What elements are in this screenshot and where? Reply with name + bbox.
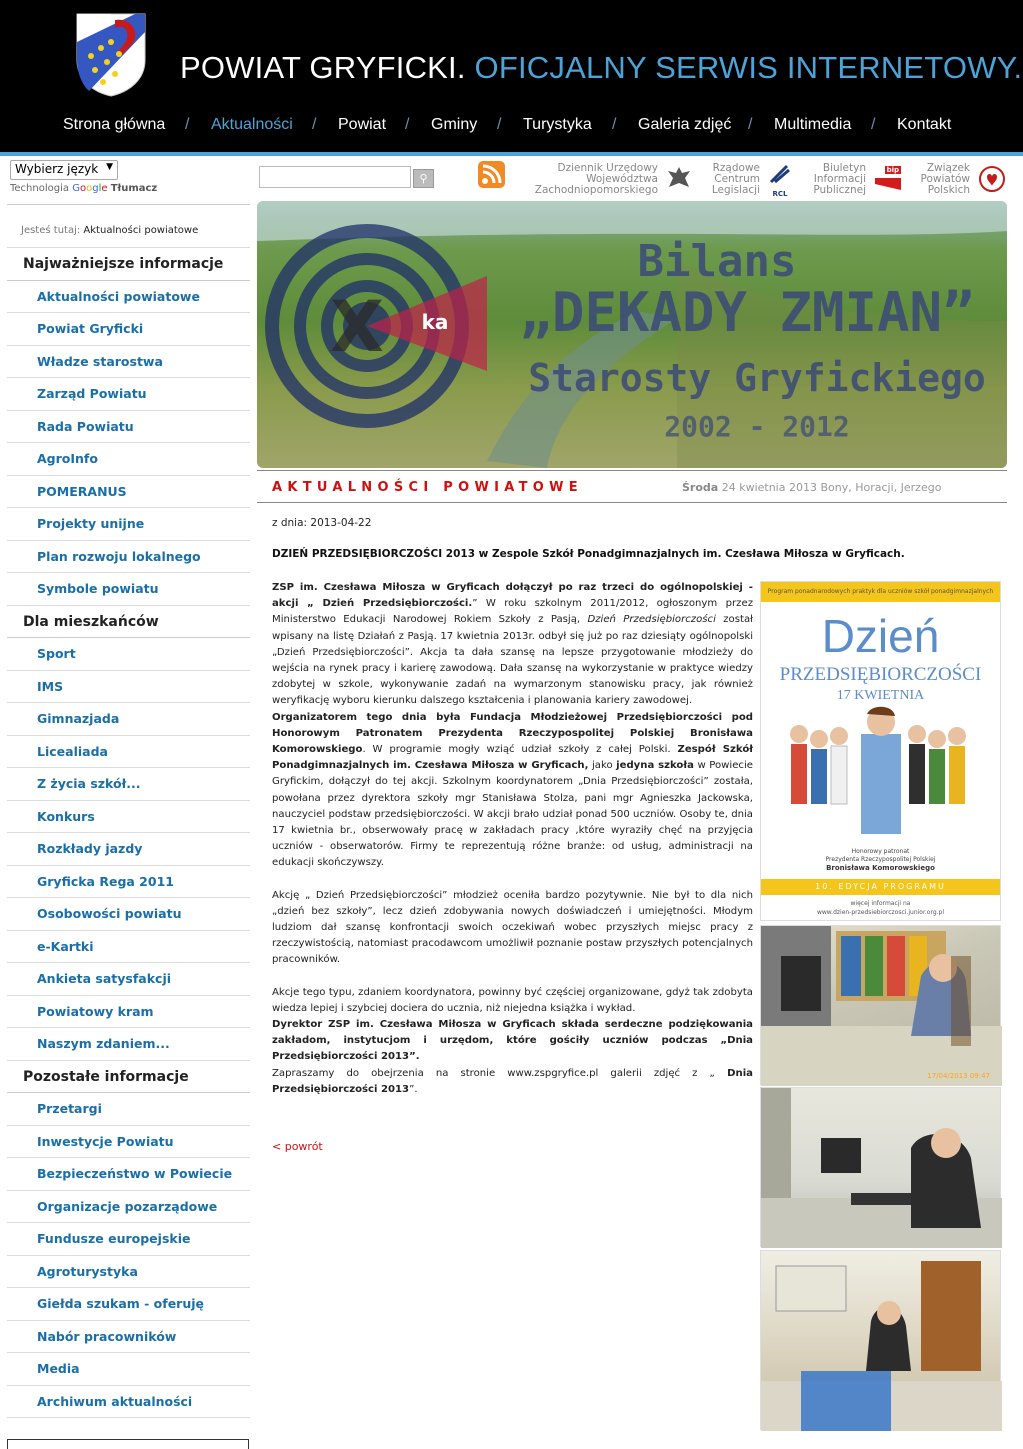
sidebar-item[interactable]: Rozkłady jazdy — [7, 833, 250, 866]
article-paragraph — [272, 1017, 753, 1066]
sidebar-item[interactable]: IMS — [7, 671, 250, 704]
office-photo-3[interactable] — [760, 1250, 1001, 1430]
sidebar-item[interactable]: Naszym zdaniem... — [7, 1028, 250, 1061]
nav-separator: / — [405, 116, 410, 133]
nav-separator: / — [185, 116, 190, 133]
search-button[interactable] — [413, 169, 434, 188]
poster-top-text: Program ponadnarodowych praktyk dla uczniów szkół ponadgimnazjalnych — [761, 582, 1000, 602]
current-day: Środa — [682, 481, 719, 494]
sidebar-item[interactable]: Rada Powiatu — [7, 411, 250, 444]
site-title-main: POWIAT GRYFICKI. — [180, 50, 466, 85]
google-logo[interactable]: Google — [72, 183, 108, 194]
zpp-line: Polskich — [927, 184, 970, 196]
coat-of-arms-logo[interactable] — [75, 12, 147, 97]
search-input[interactable] — [259, 166, 411, 188]
banner-line-2: „DEKADY ZMIAN” — [519, 281, 975, 344]
name-days: Bony, Horacji, Jerzego — [820, 481, 942, 494]
article-paragraph — [272, 710, 753, 872]
p2-text-c: w Powiecie Gryfickim, dołączył do tej akcji. Szkolnym koordynatorem „Dnia Przedsiębiorczości” została, powołana przez dyrektora szkoły mgr Stanisława Stolza, pani mgr Agnieszka Jackowska, nauczyciel podstaw przedsiębiorczości. W akcji brało udział ponad 500 uczniów. Osoby te, dnia 17 kwietnia br., obserwowały pracę w zakładach pracy ,które wyraziły chęć na przyjęcia uczniów - obserwatorów. Firmy te reprezentują różne branże: od usług, administracji na edukacji skończywszy. — [272, 760, 753, 869]
section-title: AKTUALNOŚCI POWIATOWE — [272, 480, 583, 495]
p1-bold: ZSP im. Czesława Miłosza w Gryficach dołączył po raz trzeci do ogólnopolskiej - akcji „ Dzień Przedsiębiorczości. — [272, 582, 753, 610]
bip-line: Informacji — [813, 173, 866, 185]
translate-prefix: Technologia — [10, 183, 70, 194]
nav-separator: / — [871, 116, 876, 133]
photo-timestamp: 17/04/2013 09:47 — [927, 1072, 990, 1080]
p2-text-a: . W programie mogły wziąć udział szkoły z całej Polski. — [362, 744, 678, 756]
poster-patron-1: Honorowy patronat — [851, 848, 910, 855]
article-paragraph: Akcję „ Dzień Przedsiębiorczości” młodzież oceniła bardzo pozytywnie. Nie był to dla nich „dzień bez szkoły”, lecz dzień zdobywania nowych doświadczeń i umiejętności. Młodym ludziom dał szansę konfrontacji swoich oczekiwań wobec przyszłych miejsc pracy z rzeczywistością, natomiast pracodawcom umożliwił poznanie postaw przyszłych potencjalnych pracowników. — [272, 889, 753, 966]
nav-multimedia[interactable]: Multimedia — [774, 116, 852, 133]
breadcrumb-current[interactable]: Aktualności powiatowe — [83, 225, 199, 236]
nav-separator: / — [312, 116, 317, 133]
office-photo-2[interactable] — [760, 1087, 1001, 1247]
nav-powiat[interactable]: Powiat — [338, 116, 387, 133]
sidebar-item[interactable]: POMERANUS — [7, 476, 250, 509]
main-nav — [0, 114, 1023, 140]
bip-link[interactable] — [800, 163, 866, 196]
sidebar-item[interactable]: Archiwum aktualności — [7, 1386, 250, 1419]
language-select-value: Wybierz język — [15, 162, 99, 176]
nav-galeria-zdjec[interactable]: Galeria zdjęć — [638, 116, 732, 133]
sidebar-item[interactable]: AgroInfo — [7, 443, 250, 476]
site-header — [0, 0, 1023, 152]
nav-gminy[interactable]: Gminy — [431, 116, 478, 133]
poster-info-2: www.dzien-przedsiebiorczosci.junior.org.pl — [816, 909, 945, 916]
rcl-line: Rządowe — [712, 162, 760, 174]
sidebar-item[interactable]: Organizacje pozarządowe — [7, 1191, 250, 1224]
sidebar-item[interactable]: Powiat Gryficki — [7, 313, 250, 346]
breadcrumb-label: Jesteś tutaj: — [21, 225, 81, 236]
sidebar-item[interactable]: Z życia szkół... — [7, 768, 250, 801]
bip-badge: bip — [886, 166, 899, 174]
p2-bold: Organizatorem tego dnia była Fundacja Młodzieżowej Przedsiębiorczości pod Honorowym Patronatem Prezydenta Rzeczypospolitej Polskiej Bronisława Komorowskiego — [272, 711, 753, 756]
sidebar-item[interactable]: Nabór pracowników — [7, 1321, 250, 1354]
article-paragraph — [272, 1066, 753, 1098]
p2-bold-2: Zespół Szkół Ponadgimnazjalnych im. Czesława Miłosza w Gryficach, — [272, 744, 754, 772]
sidebar-item[interactable]: Gryficka Rega 2011 — [7, 866, 250, 899]
sidebar-item[interactable]: Gimnazjada — [7, 703, 250, 736]
p1-italic: Dzień Przedsiębiorczości — [587, 614, 716, 626]
sidebar-item[interactable]: Bezpieczeństwo w Powiecie — [7, 1158, 250, 1191]
nav-separator: / — [497, 116, 502, 133]
rcl-link[interactable] — [700, 163, 760, 196]
translate-suffix[interactable]: Tłumacz — [110, 183, 158, 194]
google-translate-credit — [10, 183, 157, 194]
current-date — [682, 481, 941, 494]
dekada-zmian-banner[interactable] — [257, 201, 1007, 468]
sidebar-section-title: Pozostałe informacje — [7, 1061, 250, 1094]
poster-title-2: PRZEDSIĘBIORCZOŚCI — [779, 664, 982, 685]
sidebar-item[interactable]: Władze starostwa — [7, 346, 250, 379]
poster-patron-3: Bronisława Komorowskiego — [826, 864, 935, 872]
article-paragraph: Akcje tego typu, zdaniem koordynatora, powinny być częściej organizowane, gdyż tak zdobyta wiedza lepiej i szybciej dociera do ucznia, niż niejedna książka i wykład. — [272, 986, 753, 1014]
article-body — [272, 580, 753, 1098]
sidebar-item[interactable]: e-Kartki — [7, 931, 250, 964]
sidebar-item[interactable]: Giełda szukam - oferuję — [7, 1288, 250, 1321]
nav-strona-glowna[interactable]: Strona główna — [63, 116, 166, 133]
chevron-down-icon: ▼ — [106, 162, 113, 172]
p1-text-b: został wpisany na listę Działań z Pasją. 17 kwietnia 2013r. odbył się już po raz dziesiąty ogólnopolski „Dzień Przedsiębiorczości”. Akcja ta dała szansę na lepsze przygotowanie młodzieży do wejścia na rynek pracy i karierę zawodową. Dała szansę na wykorzystanie w praktyce wiedzy zdobytej w szkole, wykonywanie zadań na wymarzonym stanowisku pracy, jak również weryfikację wyboru kierunku dalszego kształcenia i planowania kariery zawodowej. — [272, 614, 753, 707]
nav-aktualnosci[interactable]: Aktualności — [211, 116, 293, 133]
p1-text-a: ” W roku szkolnym 2011/2012, ogłoszonym przez Ministerstwo Edukacji Narodowej Rokiem Szkoły z Pasją, — [272, 598, 753, 626]
p6-text-b: ”. — [409, 1083, 418, 1095]
sidebar-item[interactable]: Ankieta satysfakcji — [7, 963, 250, 996]
dziennik-line: Województwa — [586, 173, 658, 185]
header-accent-bar — [0, 152, 1023, 156]
dziennik-line: Dziennik Urzędowy — [557, 162, 658, 174]
sidebar-item[interactable]: Plan rozwoju lokalnego — [7, 541, 250, 574]
site-title-sub: OFICJALNY SERWIS INTERNETOWY. — [474, 50, 1023, 85]
article-date: z dnia: 2013-04-22 — [272, 517, 372, 529]
rss-icon[interactable] — [478, 161, 505, 188]
sidebar-item[interactable]: Licealiada — [7, 736, 250, 769]
poster-info-1: więcej informacji na — [850, 900, 911, 907]
office-photo-1[interactable] — [760, 925, 1001, 1085]
back-link[interactable]: < powrót — [272, 1140, 323, 1153]
sidebar-item[interactable]: Media — [7, 1353, 250, 1386]
sidebar-item[interactable]: Symbole powiatu — [7, 573, 250, 606]
dziennik-urzedowy-link[interactable] — [534, 163, 658, 196]
sidebar — [7, 204, 250, 1418]
sidebar-item[interactable]: Osobowości powiatu — [7, 898, 250, 931]
rcl-line: Centrum — [714, 173, 760, 185]
sidebar-section-title: Najważniejsze informacje — [7, 248, 250, 281]
sidebar-item[interactable]: Agroturystyka — [7, 1256, 250, 1289]
sidebar-item[interactable]: Inwestycje Powiatu — [7, 1126, 250, 1159]
rcl-line: Legislacji — [711, 184, 760, 196]
bip-logo[interactable] — [875, 166, 901, 192]
bip-line: Biuletyn — [822, 162, 866, 174]
banner-line-1: Bilans — [637, 236, 797, 287]
sidebar-item[interactable]: Fundusze europejskie — [7, 1223, 250, 1256]
zpp-logo[interactable] — [978, 165, 1006, 193]
p6-bold: Dnia Przedsiębiorczości 2013 — [272, 1067, 753, 1095]
sidebar-item[interactable]: Aktualności powiatowe — [7, 281, 250, 314]
rcl-logo[interactable] — [767, 162, 793, 196]
nav-kontakt[interactable]: Kontakt — [897, 116, 952, 133]
event-poster-image[interactable] — [760, 581, 1001, 921]
poster-title: Dzień — [821, 610, 940, 662]
sidebar-item[interactable]: Przetargi — [7, 1093, 250, 1126]
search-icon: ⚲ — [419, 172, 428, 185]
rcl-badge: RCL — [772, 190, 788, 198]
sidebar-section-title: Dla mieszkańców — [7, 606, 250, 639]
sidebar-item[interactable]: Projekty unijne — [7, 508, 250, 541]
zpp-link[interactable] — [912, 163, 970, 196]
nav-separator: / — [612, 116, 617, 133]
sidebar-item[interactable]: Konkurs — [7, 801, 250, 834]
article-title: DZIEŃ PRZEDSIĘBIORCZOŚCI 2013 w Zespole Szkół Ponadgimnazjalnych im. Czesława Miłosza w Gryficach. — [272, 548, 905, 560]
dziennik-line: Zachodniopomorskiego — [534, 184, 658, 196]
poster-date: 17 KWIETNIA — [836, 688, 925, 703]
sidebar-menu — [7, 248, 250, 1418]
current-date-value: 24 kwietnia 2013 — [721, 481, 817, 494]
breadcrumb — [7, 205, 250, 248]
p6-text-a: Zapraszamy do obejrzenia na stronie www.zspgryfice.pl galerii zdjęć z „ — [272, 1067, 715, 1079]
nav-separator: / — [748, 116, 753, 133]
zpp-line: Związek — [926, 162, 970, 174]
sidebar-item[interactable]: Sport — [7, 638, 250, 671]
poster-people-illustration — [761, 704, 1001, 844]
p2-bold-3: jedyna szkoła — [616, 760, 694, 772]
banner-logo-x: X — [330, 286, 384, 368]
banner-line-3: Starosty Gryfickiego — [528, 356, 986, 400]
p5-bold: Dyrektor ZSP im. Czesława Miłosza w Gryficach składa serdeczne podziękowania zakładom, instytucjom i urzędom, które gościły uczniów podczas „Dnia Przedsiębiorczości 2013”. — [272, 1019, 753, 1063]
language-select[interactable] — [10, 160, 118, 180]
sidebar-item[interactable]: Powiatowy kram — [7, 996, 250, 1029]
site-title — [180, 50, 1022, 86]
banner-logo-ka: ka — [421, 310, 449, 334]
sidebar-item[interactable]: Zarząd Powiatu — [7, 378, 250, 411]
polish-eagle-icon[interactable] — [666, 165, 692, 193]
bip-line: Publicznej — [813, 184, 866, 196]
poster-patron-2: Prezydenta Rzeczypospolitej Polskiej — [825, 856, 936, 863]
article-paragraph — [272, 580, 753, 710]
banner-line-4: 2002 - 2012 — [664, 410, 850, 443]
p2-text-b: jako — [588, 760, 617, 772]
content-header — [257, 470, 1007, 503]
zpp-line: Powiatów — [920, 173, 970, 185]
nav-turystyka[interactable]: Turystyka — [523, 116, 592, 133]
poster-edition: 10. EDYCJA PROGRAMU — [761, 879, 1000, 895]
